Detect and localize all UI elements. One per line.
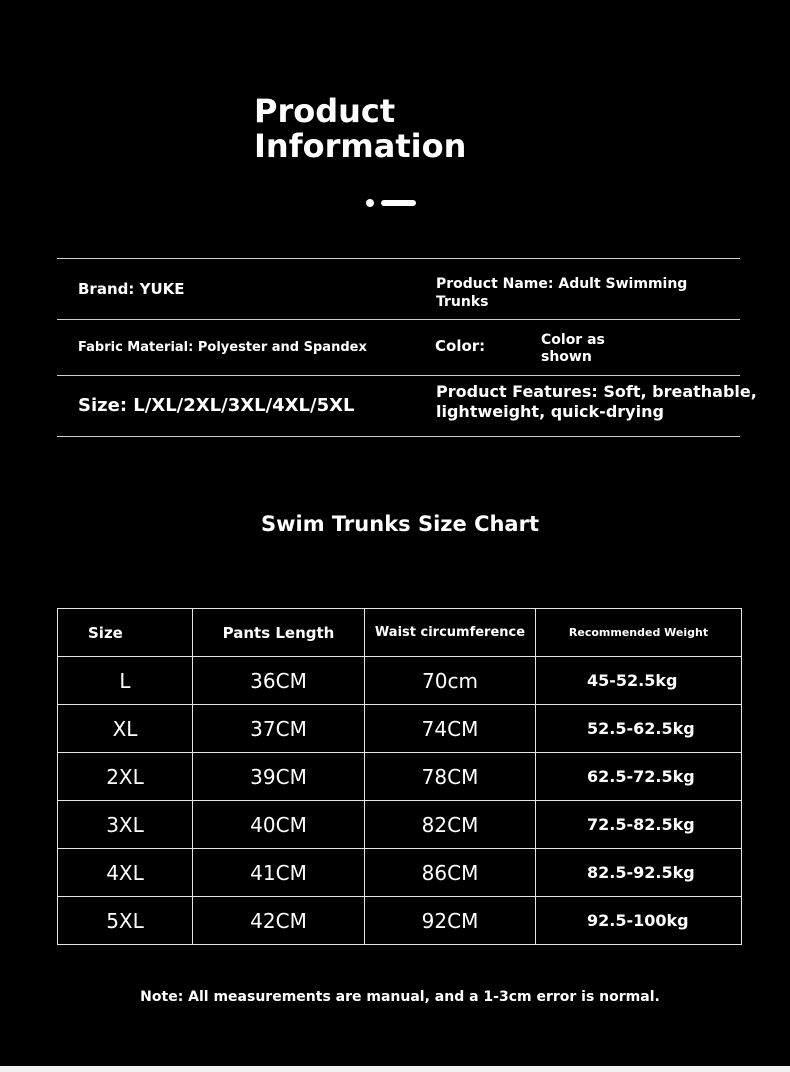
cell-pants-length: 42CM (193, 897, 365, 945)
cell-weight: 52.5-62.5kg (536, 705, 742, 753)
column-header-weight: Recommended Weight (536, 609, 742, 657)
color-value-line1: Color as (541, 332, 605, 348)
cell-size: 3XL (58, 801, 193, 849)
column-header-pants-length: Pants Length (193, 609, 365, 657)
product-name-text (436, 275, 687, 311)
brand-text: Brand: YUKE (78, 280, 185, 298)
table-row (58, 657, 742, 705)
info-divider-bottom (57, 436, 740, 437)
cell-waist: 70cm (365, 657, 536, 705)
size-text: Size: L/XL/2XL/3XL/4XL/5XL (78, 395, 355, 416)
cell-pants-length: 36CM (193, 657, 365, 705)
table-row (58, 753, 742, 801)
cell-waist: 78CM (365, 753, 536, 801)
size-chart-table (57, 608, 742, 945)
table-row (58, 897, 742, 945)
product-name-line1: Product Name: Adult Swimming (436, 276, 688, 292)
cell-size: 2XL (58, 753, 193, 801)
features-line2: lightweight, quick-drying (436, 402, 664, 421)
cell-pants-length: 40CM (193, 801, 365, 849)
cell-weight: 92.5-100kg (536, 897, 742, 945)
column-header-waist: Waist circumference (365, 609, 536, 657)
column-header-size: Size (58, 609, 193, 657)
features-line1: Product Features: Soft, breathable, (436, 382, 757, 401)
measurement-note: Note: All measurements are manual, and a 1-3cm error is normal. (140, 989, 660, 1005)
cell-size: 5XL (58, 897, 193, 945)
color-label: Color: (435, 337, 486, 355)
cell-pants-length: 37CM (193, 705, 365, 753)
cell-waist: 74CM (365, 705, 536, 753)
cell-waist: 86CM (365, 849, 536, 897)
page-title-line1: Product (254, 92, 396, 130)
features-text (436, 382, 757, 422)
cell-waist: 82CM (365, 801, 536, 849)
cell-waist: 92CM (365, 897, 536, 945)
size-chart-title: Swim Trunks Size Chart (261, 512, 539, 536)
cell-size: 4XL (58, 849, 193, 897)
product-name-line2: Trunks (436, 294, 489, 310)
divider-dot (366, 199, 374, 207)
info-divider-2 (57, 375, 740, 376)
cell-pants-length: 41CM (193, 849, 365, 897)
page-title (254, 94, 514, 164)
fabric-text: Fabric Material: Polyester and Spandex (78, 340, 367, 355)
cell-size: XL (58, 705, 193, 753)
cell-weight: 72.5-82.5kg (536, 801, 742, 849)
color-value-line2: shown (541, 349, 592, 365)
cell-weight: 82.5-92.5kg (536, 849, 742, 897)
cell-weight: 45-52.5kg (536, 657, 742, 705)
table-row (58, 849, 742, 897)
info-divider-1 (57, 319, 740, 320)
color-value (541, 332, 605, 366)
cell-size: L (58, 657, 193, 705)
table-row (58, 705, 742, 753)
cell-weight: 62.5-72.5kg (536, 753, 742, 801)
page-title-line2: Information (254, 127, 467, 165)
table-row (58, 801, 742, 849)
table-header-row (58, 609, 742, 657)
bottom-edge-strip (0, 1066, 790, 1072)
divider-dash (381, 200, 416, 206)
cell-pants-length: 39CM (193, 753, 365, 801)
info-divider-top (57, 258, 740, 259)
